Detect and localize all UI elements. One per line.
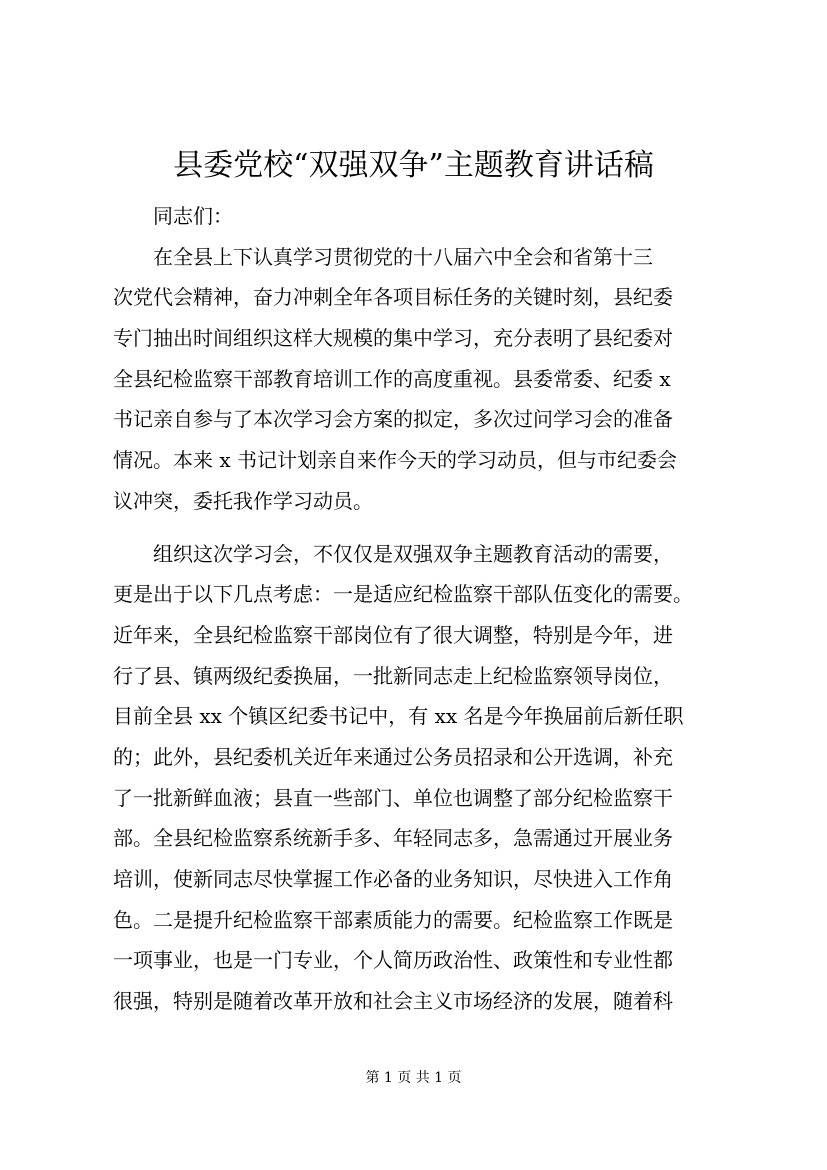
paragraph-1-line: 书记亲自参与了本次学习会方案的拟定，多次过问学习会的准备 bbox=[113, 407, 673, 432]
paragraph-2-line: 组织这次学习会，不仅仅是双强双争主题教育活动的需要， bbox=[153, 541, 673, 566]
paragraph-1-line: 全县纪检监察干部教育培训工作的高度重视。县委常委、纪委 x bbox=[113, 366, 671, 391]
page-footer: 第 1 页 共 1 页 bbox=[365, 1070, 462, 1086]
paragraph-2-line: 培训，使新同志尽快掌握工作必备的业务知识，尽快进入工作角 bbox=[113, 867, 673, 891]
paragraph-2-line: 色。二是提升纪检监察干部素质能力的需要。纪检监察工作既是 bbox=[113, 907, 673, 932]
salutation: 同志们： bbox=[153, 204, 233, 228]
paragraph-2-line: 很强，特别是随着改革开放和社会主义市场经济的发展，随着科 bbox=[113, 989, 673, 1014]
paragraph-1-line: 专门抽出时间组织这样大规模的集中学习，充分表明了县纪委对 bbox=[113, 326, 673, 351]
document-title: 县委党校“双强双争”主题教育讲话稿 bbox=[173, 148, 654, 183]
paragraph-2-line: 的；此外，县纪委机关近年来通过公务员招录和公开选调，补充 bbox=[113, 744, 673, 769]
paragraph-2-line: 更是出于以下几点考虑：一是适应纪检监察干部队伍变化的需要。 bbox=[113, 582, 693, 607]
paragraph-2-line: 一项事业，也是一门专业，个人简历政治性、政策性和专业性都 bbox=[113, 948, 673, 973]
paragraph-1-line: 在全县上下认真学习贯彻党的十八届六中全会和省第十三 bbox=[153, 244, 653, 269]
paragraph-2-line: 目前全县 xx 个镇区纪委书记中，有 xx 名是今年换届前后新任职 bbox=[113, 704, 684, 729]
paragraph-2-line: 了一批新鲜血液；县直一些部门、单位也调整了部分纪检监察干 bbox=[113, 785, 673, 810]
paragraph-2-line: 近年来，全县纪检监察干部岗位有了很大调整，特别是今年，进 bbox=[113, 622, 673, 647]
paragraph-1-line: 情况。本来 x 书记计划亲自来作今天的学习动员，但与市纪委会 bbox=[113, 448, 677, 473]
paragraph-1-line: 议冲突，委托我作学习动员。 bbox=[113, 488, 373, 513]
paragraph-1-line: 次党代会精神，奋力冲刺全年各项目标任务的关键时刻，县纪委 bbox=[113, 285, 673, 310]
document-body bbox=[113, 196, 735, 1022]
paragraph-2-line: 行了县、镇两级纪委换届，一批新同志走上纪检监察领导岗位， bbox=[113, 663, 673, 688]
paragraph-2-line: 部。全县纪检监察系统新手多、年轻同志多，急需通过开展业务 bbox=[113, 826, 673, 851]
paragraph-gap bbox=[113, 522, 735, 534]
